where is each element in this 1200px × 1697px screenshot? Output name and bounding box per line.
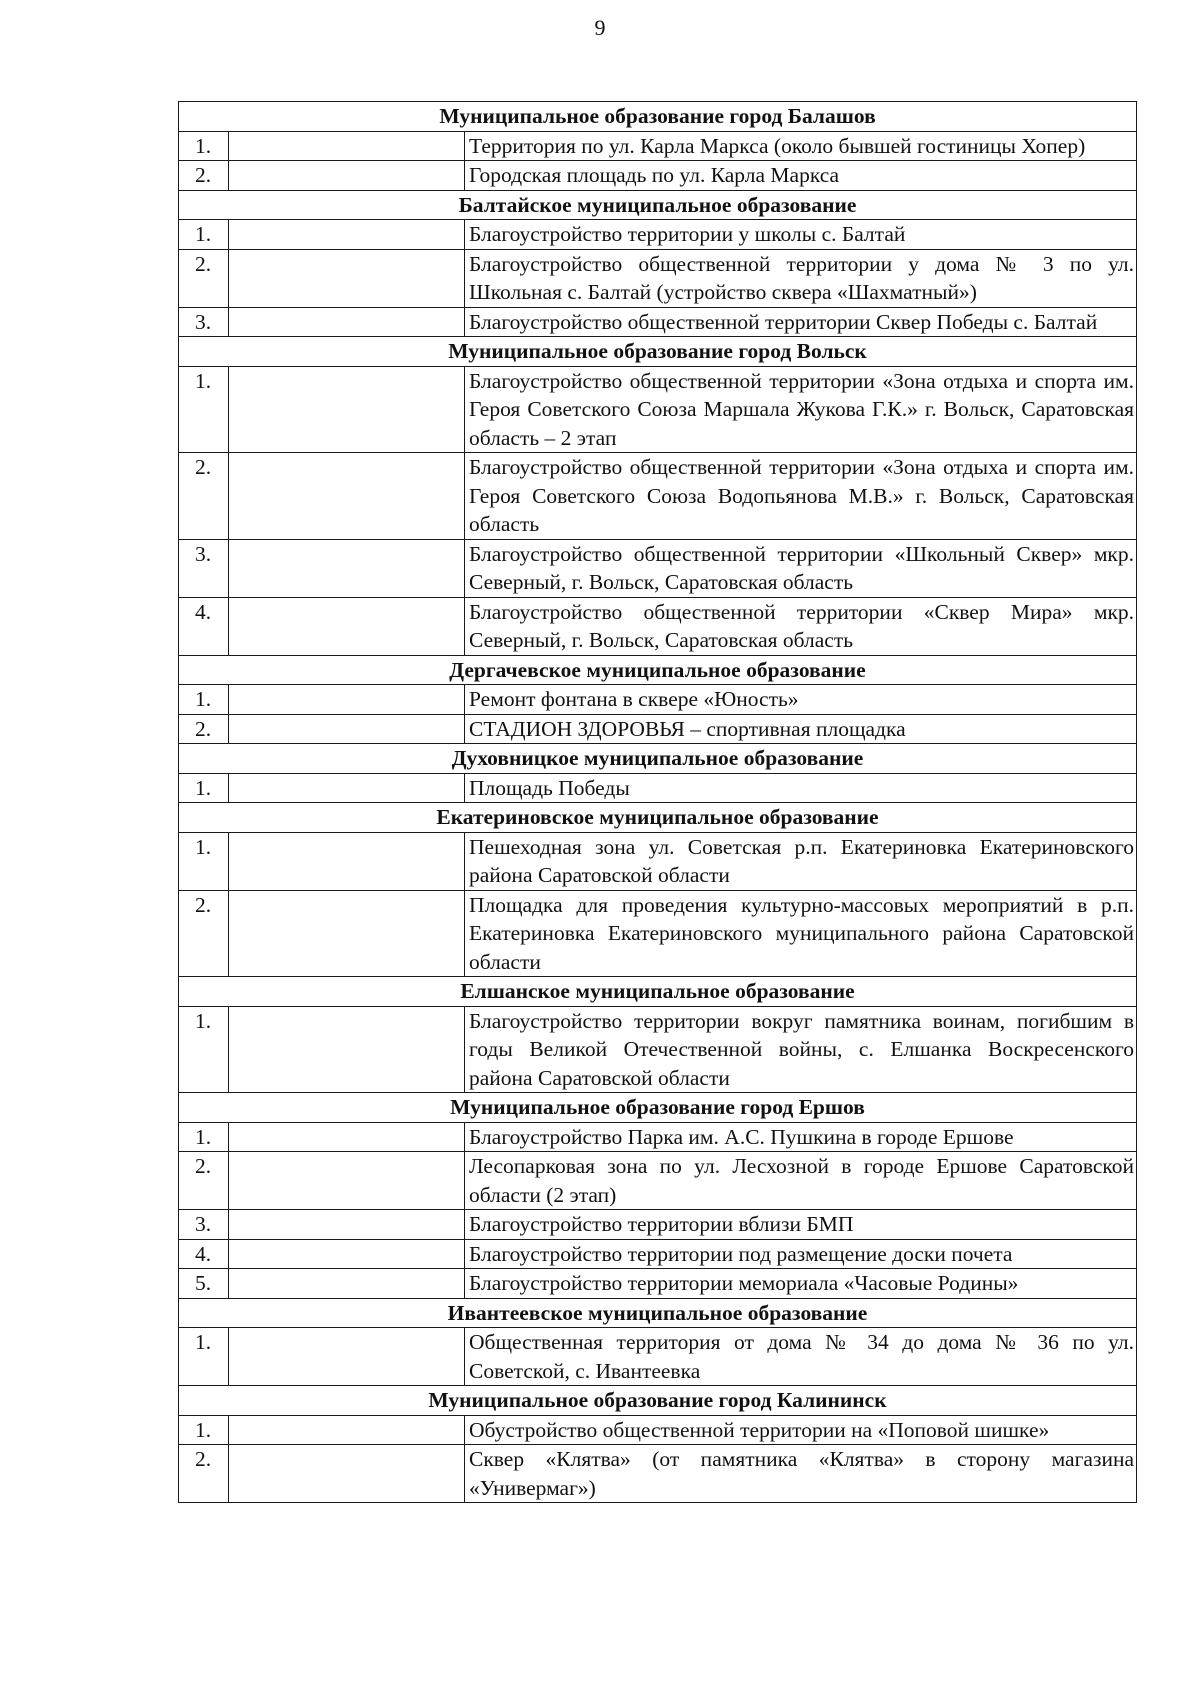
empty-cell [229,220,465,250]
empty-cell [229,1239,465,1269]
territory-name: Площадь Победы [465,773,1137,803]
table-row [179,220,1137,250]
section-header-row [179,190,1137,220]
territory-name: Площадка для проведения культурно-массовых мероприятий в р.п. Екатериновка Екатериновского муниципального района Саратовской области [465,890,1137,977]
section-title: Дергачевское муниципальное образование [179,655,1137,685]
empty-cell [229,1445,465,1503]
section-title: Екатериновское муниципальное образование [179,803,1137,833]
empty-cell [229,832,465,890]
row-number: 3. [179,307,229,337]
territory-name: Благоустройство территории под размещение доски почета [465,1239,1137,1269]
table-row [179,1152,1137,1210]
section-title: Духовницкое муниципальное образование [179,744,1137,774]
territory-name: Общественная территория от дома № 34 до дома № 36 по ул. Советской, с. Ивантеевка [465,1328,1137,1386]
empty-cell [229,366,465,453]
table-row [179,366,1137,453]
territory-name: Городская площадь по ул. Карла Маркса [465,161,1137,191]
row-number: 1. [179,1415,229,1445]
table-row [179,249,1137,307]
section-title: Муниципальное образование город Балашов [179,102,1137,132]
table-row [179,453,1137,540]
row-number: 1. [179,131,229,161]
section-header-row [179,1298,1137,1328]
table-row [179,307,1137,337]
row-number: 1. [179,1006,229,1093]
territories-table [178,101,1137,1503]
row-number: 1. [179,773,229,803]
row-number: 2. [179,161,229,191]
row-number: 2. [179,890,229,977]
row-number: 1. [179,685,229,715]
territory-name: Обустройство общественной территории на «Поповой шишке» [465,1415,1137,1445]
empty-cell [229,161,465,191]
empty-cell [229,1328,465,1386]
empty-cell [229,539,465,597]
territory-name: Ремонт фонтана в сквере «Юность» [465,685,1137,715]
empty-cell [229,1210,465,1240]
table-row [179,1006,1137,1093]
empty-cell [229,597,465,655]
section-title: Муниципальное образование город Ершов [179,1093,1137,1123]
table-body [179,102,1137,1503]
row-number: 2. [179,453,229,540]
page-number: 9 [594,15,606,40]
section-header-row [179,977,1137,1007]
territory-name: СТАДИОН ЗДОРОВЬЯ – спортивная площадка [465,714,1137,744]
territory-name: Благоустройство общественной территории «Зона отдыха и спорта им. Героя Советского Союза Маршала Жукова Г.К.» г. Вольск, Саратовская область – 2 этап [465,366,1137,453]
row-number: 1. [179,366,229,453]
table-row [179,685,1137,715]
row-number: 4. [179,597,229,655]
table-row [179,1269,1137,1299]
empty-cell [229,714,465,744]
territory-name: Сквер «Клятва» (от памятника «Клятва» в сторону магазина «Универмаг») [465,1445,1137,1503]
row-number: 2. [179,714,229,744]
territory-name: Благоустройство общественной территории «Сквер Мира» мкр. Северный, г. Вольск, Саратовская область [465,597,1137,655]
table-row [179,1239,1137,1269]
territory-name: Благоустройство общественной территории «Зона отдыха и спорта им. Героя Советского Союза Водопьянова М.В.» г. Вольск, Саратовская область [465,453,1137,540]
table-row [179,1122,1137,1152]
section-title: Ивантеевское муниципальное образование [179,1298,1137,1328]
territory-name: Благоустройство общественной территории у дома № 3 по ул. Школьная с. Балтай (устройство сквера «Шахматный») [465,249,1137,307]
section-header-row [179,1386,1137,1416]
territory-name: Территория по ул. Карла Маркса (около бывшей гостиницы Хопер) [465,131,1137,161]
territory-name: Благоустройство территории мемориала «Часовые Родины» [465,1269,1137,1299]
row-number: 3. [179,539,229,597]
territory-name: Благоустройство общественной территории Сквер Победы с. Балтай [465,307,1137,337]
table-row [179,890,1137,977]
territory-name: Пешеходная зона ул. Советская р.п. Екатериновка Екатериновского района Саратовской области [465,832,1137,890]
table-row [179,1415,1137,1445]
table-row [179,773,1137,803]
section-title: Елшанское муниципальное образование [179,977,1137,1007]
row-number: 2. [179,1445,229,1503]
section-header-row [179,337,1137,367]
table-row [179,597,1137,655]
empty-cell [229,249,465,307]
empty-cell [229,685,465,715]
row-number: 2. [179,249,229,307]
territory-name: Благоустройство территории у школы с. Балтай [465,220,1137,250]
table-row [179,161,1137,191]
table-row [179,1210,1137,1240]
empty-cell [229,1269,465,1299]
empty-cell [229,1415,465,1445]
row-number: 1. [179,832,229,890]
row-number: 3. [179,1210,229,1240]
empty-cell [229,1122,465,1152]
table-row [179,832,1137,890]
table-row [179,1328,1137,1386]
section-header-row [179,655,1137,685]
table-row [179,714,1137,744]
section-header-row [179,1093,1137,1123]
section-header-row [179,803,1137,833]
row-number: 2. [179,1152,229,1210]
empty-cell [229,890,465,977]
territory-name: Лесопарковая зона по ул. Лесхозной в городе Ершове Саратовской области (2 этап) [465,1152,1137,1210]
row-number: 1. [179,1328,229,1386]
row-number: 1. [179,220,229,250]
table-row [179,131,1137,161]
empty-cell [229,307,465,337]
table-row [179,539,1137,597]
empty-cell [229,1152,465,1210]
row-number: 4. [179,1239,229,1269]
row-number: 5. [179,1269,229,1299]
table-row [179,1445,1137,1503]
section-header-row [179,744,1137,774]
section-header-row [179,102,1137,132]
section-title: Муниципальное образование город Калининск [179,1386,1137,1416]
row-number: 1. [179,1122,229,1152]
territory-name: Благоустройство Парка им. А.С. Пушкина в городе Ершове [465,1122,1137,1152]
empty-cell [229,773,465,803]
section-title: Балтайское муниципальное образование [179,190,1137,220]
territory-name: Благоустройство общественной территории «Школьный Сквер» мкр. Северный, г. Вольск, Саратовская область [465,539,1137,597]
empty-cell [229,131,465,161]
territory-name: Благоустройство территории вокруг памятника воинам, погибшим в годы Великой Отечественной войны, с. Елшанка Воскресенского района Саратовской области [465,1006,1137,1093]
empty-cell [229,1006,465,1093]
territory-name: Благоустройство территории вблизи БМП [465,1210,1137,1240]
empty-cell [229,453,465,540]
section-title: Муниципальное образование город Вольск [179,337,1137,367]
